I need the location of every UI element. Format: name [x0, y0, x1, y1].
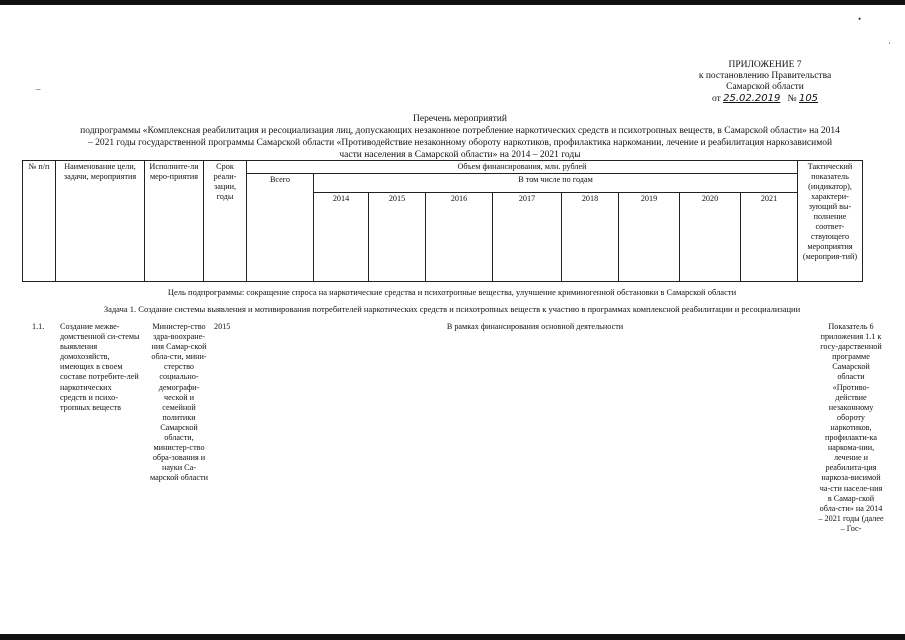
title-subprogram: подпрограммы «Комплексная реабилитация и ресоциализация лиц, допускающих незаконное потребление наркотических средств и психотропных веществ, в Самарской области» на 2014 – 2021 годы государственной программы Самарской области «Противодействие незаконному обороту наркотиков, профилактика наркомании, лечение и реабилитация наркозависимой части населения в Самарской области» на 2014 – 2021 годы [80, 126, 840, 160]
row-activity-name: Создание межве-домственной си-стемы выявления домохозяйств, имеющих в своем составе потребите-лей наркотических средств и психо-тропных веществ [60, 322, 140, 412]
row-number: 1.1. [32, 322, 45, 331]
scan-speck: · [888, 38, 891, 48]
appendix-region: Самарской области [726, 82, 804, 92]
year-cell: 2019 [619, 193, 680, 282]
col-number: № п/п [23, 161, 56, 282]
col-indicator: Тактический показатель (индикатор), характери-зующий вы-полнение соответ-ствующего мероприятия (мероприя-тий) [798, 161, 863, 282]
col-total: Всего [247, 174, 314, 282]
resolution-date: 25.02.2019 [723, 93, 781, 104]
title-heading: Перечень мероприятий [413, 114, 507, 124]
scan-speck: • [858, 14, 862, 24]
year-cell: 2017 [493, 193, 562, 282]
col-executors: Исполните-ли меро-приятия [145, 161, 204, 282]
year-cell: 2021 [741, 193, 798, 282]
resolution-number: 105 [798, 93, 819, 104]
year-cell: 2020 [680, 193, 741, 282]
row-financing: В рамках финансирования основной деятельности [446, 322, 624, 331]
col-financing: Объем финансирования, млн. рублей [247, 161, 798, 174]
year-cell: 2014 [314, 193, 369, 282]
col-term: Срок реали-зации, годы [204, 161, 247, 282]
subprogram-goal: Цель подпрограммы: сокращение спроса на наркотические средства и психотропные вещества, улучшение криминогенной обстановки в Самарской области [167, 287, 737, 297]
year-cell: 2015 [369, 193, 426, 282]
appendix-header [640, 60, 890, 105]
row-indicator: Показатель 6 приложения 1.1 к госу-дарственной программе Самарской области «Противо-действие незаконному обороту наркотиков, профилакти-ка наркома-нии, лечение и реабилита-ция наркоза-висимой ча-сти населе-ния в Самар-ской обла-сти» на 2014 – 2021 годы (далее – Гос- [818, 322, 884, 533]
scan-speck: ‒ [36, 84, 41, 94]
document-title [80, 113, 840, 161]
scan-bottom-edge [0, 634, 905, 640]
number-label: № [787, 94, 797, 104]
from-label: от [711, 94, 721, 104]
year-cell: 2018 [562, 193, 619, 282]
row-executors: Министер-ство здра-воохране-ния Самар-ской обла-сти, мини-стерство социально-демографи-ческой и семейной политики Самарской области, министер-ство обра-зования и науки Са-марской области [150, 322, 208, 483]
year-cell: 2016 [426, 193, 493, 282]
appendix-resolution: к постановлению Правительства [698, 71, 832, 81]
activities-table-header [22, 160, 863, 282]
col-name: Наименование цели, задачи, мероприятия [56, 161, 145, 282]
scan-top-edge [0, 0, 905, 5]
appendix-title: ПРИЛОЖЕНИЕ 7 [728, 60, 802, 70]
col-by-year: В том числе по годам [314, 174, 798, 193]
task-1: Задача 1. Создание системы выявления и мотивирования потребителей наркотических средств и психотропных веществ к участию в программах комплексной реабилитации и ресоциализации [103, 304, 801, 314]
row-term: 2015 [214, 322, 231, 331]
appendix-date-line [640, 93, 890, 105]
